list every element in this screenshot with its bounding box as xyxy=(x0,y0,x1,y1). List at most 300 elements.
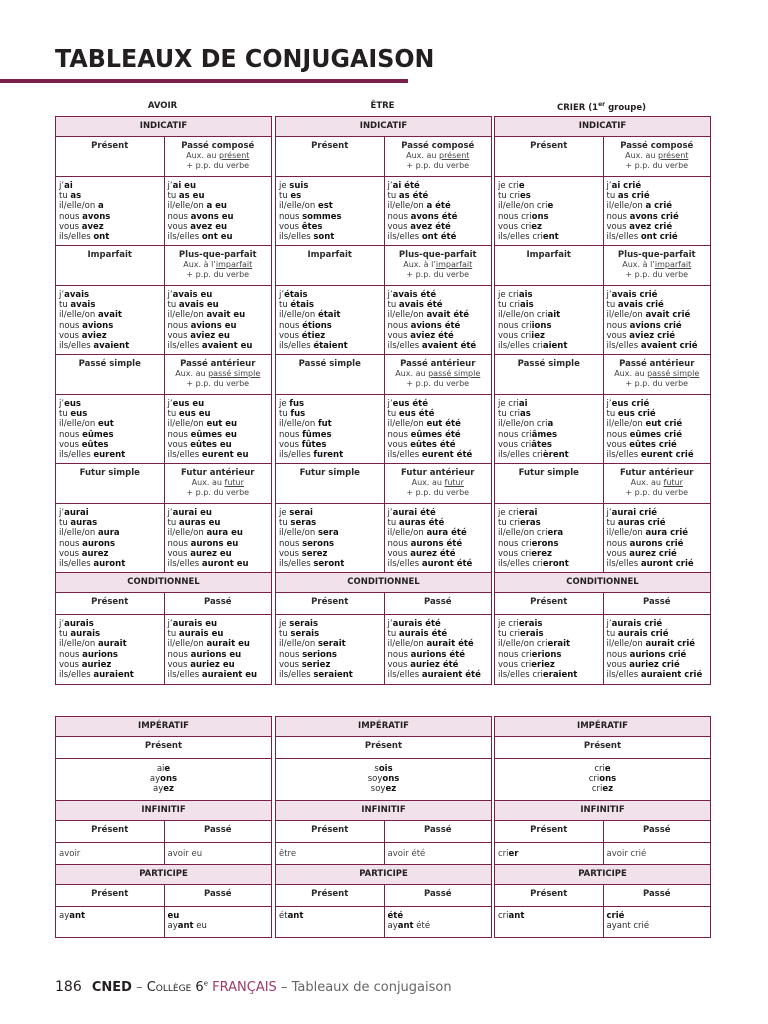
mood-table xyxy=(275,716,492,938)
conjugation-line xyxy=(168,290,269,300)
conjugation-row xyxy=(276,615,491,684)
verb-ending: auront été xyxy=(421,559,473,570)
conjugation-row xyxy=(495,907,710,937)
conjugation-line xyxy=(168,222,269,232)
verb-ending: ons xyxy=(382,774,400,785)
tense-header xyxy=(495,464,603,503)
conjugation-line xyxy=(388,232,489,242)
verb-ending: aurez xyxy=(81,548,109,559)
verb-stem: nous xyxy=(59,649,83,660)
tense-name xyxy=(498,597,600,607)
verb-ending: as xyxy=(519,409,531,420)
conjugation-line xyxy=(498,650,600,660)
tense-name xyxy=(279,889,381,899)
verb-name: CRIER (1 xyxy=(557,102,599,113)
conjugation-line xyxy=(279,650,381,660)
conjugation-line xyxy=(388,419,489,429)
tense-label: Futur antérieur xyxy=(181,468,255,478)
tense-header xyxy=(276,885,384,906)
page-title: TABLEAUX DE CONJUGAISON xyxy=(55,44,435,73)
verb-ending: aurions crié xyxy=(629,649,687,660)
tense-header xyxy=(164,246,272,285)
verb-ending: as xyxy=(70,191,82,202)
conjugation-line xyxy=(59,419,161,429)
verb-ending: eûtes eu xyxy=(190,439,232,450)
verb-stem: il/elle/on xyxy=(387,419,427,430)
conjugation-line xyxy=(168,660,269,670)
conjugation-line xyxy=(498,300,600,310)
tense-header xyxy=(56,464,164,503)
verb-ending: eûtes crié xyxy=(629,439,677,450)
verb-stem: vous xyxy=(59,330,82,341)
tense-name xyxy=(607,250,708,260)
pp-label: + p.p. du verbe xyxy=(406,487,470,497)
verb-stem: tu xyxy=(387,629,399,640)
conjugation-line xyxy=(168,450,269,460)
verb-ending: erai xyxy=(518,508,538,518)
verb-stem: nous xyxy=(606,538,630,549)
conjugation-line xyxy=(279,549,381,559)
verb-stem: avoir xyxy=(59,849,81,859)
conjugation-cell xyxy=(276,177,384,245)
verb-ending: aurait été xyxy=(426,639,474,650)
aux-label: Aux. au xyxy=(614,369,645,378)
verb-stem: être xyxy=(279,849,297,859)
conjugation-line xyxy=(388,430,489,440)
conjugation-line xyxy=(498,212,600,222)
verb-ending: e xyxy=(547,201,554,212)
page-footer xyxy=(55,979,452,995)
verb-stem: cri xyxy=(498,849,509,859)
verb-stem: il/elle/on xyxy=(279,419,318,430)
tense-label: Passé xyxy=(203,825,232,835)
aux-label: Aux. au xyxy=(411,478,442,487)
verb-ending: aurais eu xyxy=(178,629,224,640)
aux-tense: imparfait xyxy=(215,260,253,269)
tense-name xyxy=(59,250,161,260)
conjugation-line xyxy=(607,849,708,859)
conjugation-line xyxy=(168,191,269,201)
conjugation-line xyxy=(59,508,161,518)
conjugation-line xyxy=(607,650,708,660)
tense-header-row xyxy=(276,464,491,504)
conjugation-line xyxy=(498,232,600,242)
tense-name xyxy=(168,889,269,899)
tense-label: Plus-que-parfait xyxy=(617,250,696,260)
verb-ending: avaient xyxy=(93,341,130,352)
verb-ending: aurions été xyxy=(410,649,466,660)
verb-ending: aurais eu xyxy=(172,619,218,629)
verb-ending: as été xyxy=(398,191,429,202)
conjugation-line xyxy=(607,549,708,559)
verb-ending: auras été xyxy=(398,518,445,529)
conjugation-line xyxy=(388,201,489,211)
conjugation-line xyxy=(59,670,161,680)
verb-stem: ils/elles xyxy=(279,450,314,461)
conjugation-line xyxy=(59,528,161,538)
conjugation-line xyxy=(168,559,269,569)
verb-stem: tu cri xyxy=(498,409,520,420)
participle-note xyxy=(388,379,489,388)
verb-stem: ils/elles cri xyxy=(498,450,543,461)
verb-stem: ay xyxy=(387,921,398,932)
verb-ending: eus crié xyxy=(617,409,656,420)
conjugation-line xyxy=(607,528,708,538)
verb-ending: eûmes eu xyxy=(190,429,237,440)
conjugation-line xyxy=(59,310,161,320)
tense-name xyxy=(498,889,600,899)
conjugation-line xyxy=(168,440,269,450)
verb-ending: auront crié xyxy=(640,559,694,570)
verb-ending: étaient xyxy=(313,341,348,352)
verb-stem: vous cri xyxy=(498,548,532,559)
verb-stem: tu xyxy=(59,629,71,640)
verb-ending: auriez crié xyxy=(629,659,680,670)
verb-stem: nous xyxy=(387,649,411,660)
verb-ending: serais xyxy=(289,619,319,629)
tense-name xyxy=(279,741,488,751)
verb-ending: seront xyxy=(313,559,345,570)
conjugation-line xyxy=(168,629,269,639)
verb-ending: été xyxy=(387,911,404,921)
conjugation-line xyxy=(59,201,161,211)
verb-ending: furent xyxy=(313,450,344,461)
tense-name xyxy=(279,468,381,478)
verb-ending: avons xyxy=(82,211,111,222)
conjugation-line xyxy=(279,341,381,351)
conjugation-line xyxy=(279,629,381,639)
verb-ending: eus eu xyxy=(178,409,211,420)
conjugation-line xyxy=(607,419,708,429)
conjugation-cell xyxy=(276,843,384,864)
verb-ending: eu xyxy=(167,911,180,921)
tense-label: Présent xyxy=(530,889,568,899)
verb-ending: avait été xyxy=(426,310,469,321)
verb-stem: nous xyxy=(279,320,303,331)
verb-ending: aviez été xyxy=(410,330,454,341)
conjugation-line xyxy=(498,774,707,784)
conjugation-line xyxy=(607,331,708,341)
verb-stem: tu cri xyxy=(498,191,520,202)
verb-heading xyxy=(275,101,490,111)
verb-ending: avait xyxy=(97,310,122,321)
conjugation-cell xyxy=(56,395,164,463)
tense-label: Plus-que-parfait xyxy=(398,250,477,260)
conjugation-line xyxy=(607,191,708,201)
conjugation-cell xyxy=(384,843,492,864)
conjugation-cell xyxy=(384,177,492,245)
tense-label: Présent xyxy=(364,741,403,751)
verb-ending: aurai été xyxy=(392,508,436,518)
conjugation-line xyxy=(59,849,161,859)
tense-header xyxy=(384,821,492,842)
conjugation-line xyxy=(59,784,268,794)
verb-ending: aviez crié xyxy=(629,330,676,341)
verb-ending: a été xyxy=(426,201,451,212)
conjugation-line xyxy=(168,212,269,222)
indicatif-band xyxy=(495,117,710,137)
footer-subject: FRANÇAIS xyxy=(212,980,277,995)
conjugation-line xyxy=(607,670,708,680)
verb-ending: aient xyxy=(542,341,568,352)
conjugation-cell xyxy=(276,759,491,800)
conjugation-row xyxy=(56,177,271,246)
verb-stem: nous cri xyxy=(498,320,532,331)
verb-ending: as crié xyxy=(617,191,650,202)
conjugation-line xyxy=(498,430,600,440)
conjugation-line xyxy=(388,670,489,680)
tense-header xyxy=(603,137,711,176)
participle-note xyxy=(607,161,708,170)
participle-note xyxy=(388,161,489,170)
tense-label: Passé composé xyxy=(620,141,694,151)
conjugation-row xyxy=(276,759,491,801)
verb-ending: eus été xyxy=(398,409,435,420)
verb-stem: tu xyxy=(59,191,71,202)
conjugation-line xyxy=(388,450,489,460)
conjugation-line xyxy=(498,201,600,211)
tense-header xyxy=(56,246,164,285)
participle-note xyxy=(168,488,269,497)
verb-ending: ant xyxy=(177,921,194,932)
tense-label: Présent xyxy=(530,141,568,151)
tense-header-row xyxy=(56,821,271,843)
tense-name xyxy=(498,359,600,369)
conjugation-line xyxy=(388,191,489,201)
verb-stem: j’ xyxy=(606,619,612,629)
conjugation-line xyxy=(279,399,381,409)
conjugation-line xyxy=(388,399,489,409)
tense-name xyxy=(279,825,381,835)
tense-name xyxy=(279,141,381,151)
tense-label: Futur simple xyxy=(79,468,140,478)
verb-stem: vous xyxy=(167,330,191,341)
verb-stem: je xyxy=(279,181,290,191)
conjugation-line xyxy=(59,440,161,450)
conjugation-line xyxy=(59,409,161,419)
tense-header-row xyxy=(56,593,271,615)
imperatif-band-label: IMPÉRATIF xyxy=(577,721,628,731)
auxiliary-note xyxy=(388,478,489,488)
conjugation-line xyxy=(498,849,600,859)
verb-ending: aurait crié xyxy=(645,639,695,650)
verb-stem: cri xyxy=(498,911,509,921)
tense-header xyxy=(495,885,603,906)
conjugation-line xyxy=(59,341,161,351)
conjugation-line xyxy=(498,670,600,680)
infinitif-band xyxy=(495,801,710,821)
aux-tense: présent xyxy=(438,151,470,160)
aux-label: Aux. au xyxy=(406,151,437,160)
verb-stem: je xyxy=(279,508,290,518)
tense-header xyxy=(56,137,164,176)
tense-header-row xyxy=(276,885,491,907)
auxiliary-note xyxy=(168,478,269,488)
verb-stem: ils/elles xyxy=(606,232,641,243)
tense-header-row xyxy=(56,355,271,395)
verb-stem: vous xyxy=(279,439,302,450)
conjugation-line xyxy=(59,549,161,559)
tense-label: Passé simple xyxy=(78,359,141,369)
verb-stem: ils/elles xyxy=(279,341,314,352)
verb-ending: ai été xyxy=(392,181,420,191)
tense-label: Présent xyxy=(530,825,568,835)
conjugation-line xyxy=(498,764,707,774)
tense-header-row xyxy=(276,593,491,615)
conjugation-line xyxy=(59,660,161,670)
verb-stem: nous cri xyxy=(498,538,532,549)
verb-stem: vous xyxy=(59,548,82,559)
conjugation-line xyxy=(279,528,381,538)
verb-stem: soy xyxy=(367,774,383,785)
conjugation-line xyxy=(59,399,161,409)
verb-stem: je cri xyxy=(498,619,519,629)
conjugation-line xyxy=(279,290,381,300)
aux-tense: futur xyxy=(663,478,683,487)
conjugation-line xyxy=(59,539,161,549)
conjugation-line xyxy=(607,399,708,409)
verb-ending: avais été xyxy=(398,300,443,311)
tense-label: Futur simple xyxy=(518,468,579,478)
verb-ending: eus crié xyxy=(611,399,650,409)
verb-ending: a xyxy=(547,419,554,430)
verb-ending: aurions eu xyxy=(190,649,242,660)
verb-ending: âtes xyxy=(531,439,552,450)
verb-ending: sont xyxy=(313,232,335,243)
verb-ending: ions xyxy=(531,320,552,331)
conjugation-line xyxy=(607,559,708,569)
tense-header-row xyxy=(276,137,491,177)
verb-stem: vous xyxy=(279,221,302,232)
verb-ending: ons xyxy=(160,774,178,785)
tense-header xyxy=(164,464,272,503)
conjugation-line xyxy=(498,619,600,629)
verb-heading xyxy=(55,101,270,111)
verb-ending: suis xyxy=(289,181,309,191)
verb-stem: j’ xyxy=(606,290,612,300)
verb-ending: ais xyxy=(518,290,533,300)
verb-stem: tu xyxy=(606,300,618,311)
aux-tense: passé simple xyxy=(208,369,261,378)
verb-stem: avoir crié xyxy=(606,849,647,859)
tense-name xyxy=(279,359,381,369)
conjugation-cell xyxy=(164,395,272,463)
conjugation-line xyxy=(607,212,708,222)
conjugation-line xyxy=(388,300,489,310)
conjugation-line xyxy=(279,849,381,859)
conjugation-line xyxy=(168,921,269,931)
mood-table xyxy=(494,716,711,938)
auxiliary-note xyxy=(388,369,489,379)
participe-band xyxy=(276,865,491,885)
verb-stem: tu xyxy=(606,191,618,202)
conjugation-line xyxy=(607,430,708,440)
verb-ending: auront xyxy=(93,559,126,570)
tense-header xyxy=(384,355,492,394)
conjugation-line xyxy=(168,300,269,310)
verb-stem: il/elle/on xyxy=(59,639,98,650)
verb-stem: nous xyxy=(279,211,303,222)
verb-ending: aurait xyxy=(97,639,127,650)
verb-ending: fûtes xyxy=(301,439,327,450)
verb-ending: serions xyxy=(302,649,337,660)
tense-name xyxy=(607,468,708,478)
aux-label: Aux. au xyxy=(186,151,217,160)
verb-ending: avez été xyxy=(410,221,451,232)
page-number: 186 xyxy=(55,979,82,995)
verb-ending: êtes xyxy=(301,221,323,232)
conjugation-line xyxy=(607,409,708,419)
verb-stem: vous xyxy=(59,221,82,232)
conjugation-line xyxy=(59,181,161,191)
conjugation-line xyxy=(168,331,269,341)
verb-stem: ils/elles xyxy=(59,670,94,681)
verb-stem: j’ xyxy=(606,399,612,409)
participe-band xyxy=(56,865,271,885)
pp-label: + p.p. du verbe xyxy=(186,378,250,388)
tense-label: Présent xyxy=(91,889,129,899)
tense-name xyxy=(607,825,708,835)
verb-stem: il/elle/on xyxy=(606,528,646,539)
verb-stem: tu xyxy=(279,409,291,420)
conjugation-line xyxy=(168,430,269,440)
participle-note xyxy=(607,488,708,497)
conjugation-line xyxy=(168,409,269,419)
tense-label: Imparfait xyxy=(526,250,571,260)
verb-stem: nous xyxy=(387,320,411,331)
verb-stem: j’ xyxy=(167,508,173,518)
verb-ending: eurent crié xyxy=(640,450,694,461)
conditionnel-band xyxy=(495,573,710,593)
tense-name xyxy=(168,597,269,607)
conjugation-line xyxy=(279,450,381,460)
tense-header-row xyxy=(495,593,710,615)
verb-stem: vous xyxy=(387,439,411,450)
verb-ending: sommes xyxy=(302,211,342,222)
conjugation-line xyxy=(498,399,600,409)
verb-stem: nous xyxy=(167,320,191,331)
verb-ending: ant xyxy=(508,911,525,921)
tense-header xyxy=(384,885,492,906)
tense-header-row xyxy=(495,821,710,843)
verb-stem: vous xyxy=(279,548,302,559)
conjugation-line xyxy=(498,639,600,649)
tense-label: Présent xyxy=(91,597,129,607)
conjugation-line xyxy=(388,508,489,518)
conjugation-line xyxy=(59,450,161,460)
tense-label: Passé xyxy=(642,597,671,607)
verb-stem: il/elle/on xyxy=(606,419,646,430)
participle-note xyxy=(168,161,269,170)
verb-ending: a crié xyxy=(645,201,673,212)
auxiliary-note xyxy=(607,260,708,270)
conjugation-line xyxy=(607,222,708,232)
verb-ending: aurons été xyxy=(410,538,463,549)
conjugation-line xyxy=(279,181,381,191)
auxiliary-note xyxy=(168,260,269,270)
verb-stem: ils/elles cri xyxy=(498,559,543,570)
verb-stem: j’ xyxy=(167,290,173,300)
verb-stem: vous xyxy=(59,439,82,450)
verb-ending: es xyxy=(290,191,302,202)
tense-name xyxy=(168,468,269,478)
verb-stem: tu xyxy=(167,300,179,311)
pp-label: + p.p. du verbe xyxy=(625,269,689,279)
infinitif-band-label: INFINITIF xyxy=(361,805,406,815)
verb-stem: ils/elles xyxy=(606,341,641,352)
conjugation-line xyxy=(498,331,600,341)
verb-ending: avons eu xyxy=(190,211,234,222)
